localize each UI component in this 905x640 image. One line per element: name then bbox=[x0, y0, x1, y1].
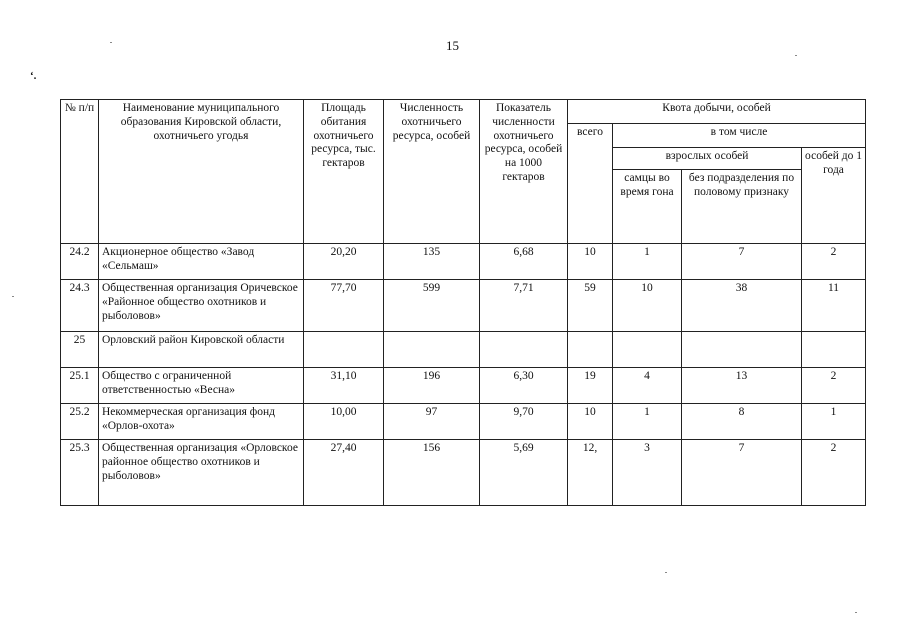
cell-num: 25.3 bbox=[61, 440, 99, 506]
header-density: Показатель численности охотничьего ресурса, особей на 1000 гектаров bbox=[480, 100, 568, 244]
quota-table bbox=[60, 99, 866, 506]
cell-total: 10 bbox=[568, 404, 613, 440]
cell-nosex: 38 bbox=[682, 280, 802, 332]
cell-young bbox=[802, 332, 866, 368]
cell-area: 77,70 bbox=[304, 280, 384, 332]
cell-area: 10,00 bbox=[304, 404, 384, 440]
cell-total: 59 bbox=[568, 280, 613, 332]
cell-total bbox=[568, 332, 613, 368]
scan-speck bbox=[795, 55, 797, 56]
header-young: особей до 1 года bbox=[802, 148, 866, 244]
cell-males: 1 bbox=[613, 244, 682, 280]
cell-males: 1 bbox=[613, 404, 682, 440]
cell-density: 5,69 bbox=[480, 440, 568, 506]
cell-young: 2 bbox=[802, 244, 866, 280]
header-males: самцы во время гона bbox=[613, 170, 682, 244]
cell-density: 6,68 bbox=[480, 244, 568, 280]
cell-density bbox=[480, 332, 568, 368]
cell-num: 25 bbox=[61, 332, 99, 368]
cell-num: 24.3 bbox=[61, 280, 99, 332]
scan-speck bbox=[855, 612, 857, 613]
cell-nosex: 7 bbox=[682, 244, 802, 280]
header-row-1 bbox=[61, 100, 866, 124]
cell-name: Общественная организация Оричевское «Районное общество охотников и рыболовов» bbox=[99, 280, 304, 332]
cell-males: 3 bbox=[613, 440, 682, 506]
cell-nosex: 8 bbox=[682, 404, 802, 440]
page-number: 15 bbox=[446, 38, 459, 53]
header-adults: взрослых особей bbox=[613, 148, 802, 170]
cell-count bbox=[384, 332, 480, 368]
cell-name: Некоммерческая организация фонд «Орлов-охота» bbox=[99, 404, 304, 440]
cell-total: 19 bbox=[568, 368, 613, 404]
cell-name: Орловский район Кировской области bbox=[99, 332, 304, 368]
cell-density: 6,30 bbox=[480, 368, 568, 404]
header-incl: в том числе bbox=[613, 124, 866, 148]
cell-density: 7,71 bbox=[480, 280, 568, 332]
scan-speck bbox=[12, 296, 14, 297]
cell-name: Акционерное общество «Завод «Сельмаш» bbox=[99, 244, 304, 280]
cell-young: 11 bbox=[802, 280, 866, 332]
cell-name: Общество с ограниченной ответственностью «Весна» bbox=[99, 368, 304, 404]
header-total: всего bbox=[568, 124, 613, 244]
scan-speck bbox=[110, 42, 112, 43]
cell-num: 25.1 bbox=[61, 368, 99, 404]
cell-num: 24.2 bbox=[61, 244, 99, 280]
cell-area: 20,20 bbox=[304, 244, 384, 280]
cell-nosex bbox=[682, 332, 802, 368]
cell-males: 10 bbox=[613, 280, 682, 332]
cell-young: 2 bbox=[802, 368, 866, 404]
cell-young: 1 bbox=[802, 404, 866, 440]
cell-males bbox=[613, 332, 682, 368]
table-row bbox=[61, 440, 866, 506]
cell-area: 31,10 bbox=[304, 368, 384, 404]
cell-count: 599 bbox=[384, 280, 480, 332]
stray-mark: ‘. bbox=[30, 70, 37, 82]
header-nosex: без подразделения по половому признаку bbox=[682, 170, 802, 244]
cell-num: 25.2 bbox=[61, 404, 99, 440]
cell-count: 97 bbox=[384, 404, 480, 440]
scan-speck bbox=[665, 572, 667, 573]
cell-area: 27,40 bbox=[304, 440, 384, 506]
cell-density: 9,70 bbox=[480, 404, 568, 440]
cell-area bbox=[304, 332, 384, 368]
table-row bbox=[61, 280, 866, 332]
header-name: Наименование муниципального образования Кировской области, охотничьего угодья bbox=[99, 100, 304, 244]
cell-young: 2 bbox=[802, 440, 866, 506]
table-row bbox=[61, 244, 866, 280]
cell-name: Общественная организация «Орловское районное общество охотников и рыболовов» bbox=[99, 440, 304, 506]
table-row bbox=[61, 368, 866, 404]
cell-count: 156 bbox=[384, 440, 480, 506]
table-row bbox=[61, 404, 866, 440]
cell-males: 4 bbox=[613, 368, 682, 404]
cell-count: 196 bbox=[384, 368, 480, 404]
cell-total: 10 bbox=[568, 244, 613, 280]
cell-total: 12, bbox=[568, 440, 613, 506]
cell-count: 135 bbox=[384, 244, 480, 280]
table-row bbox=[61, 332, 866, 368]
header-count: Численность охотничьего ресурса, особей bbox=[384, 100, 480, 244]
header-num: № п/п bbox=[61, 100, 99, 244]
header-area: Площадь обитания охотничьего ресурса, тыс. гектаров bbox=[304, 100, 384, 244]
header-quota: Квота добычи, особей bbox=[568, 100, 866, 124]
cell-nosex: 7 bbox=[682, 440, 802, 506]
cell-nosex: 13 bbox=[682, 368, 802, 404]
